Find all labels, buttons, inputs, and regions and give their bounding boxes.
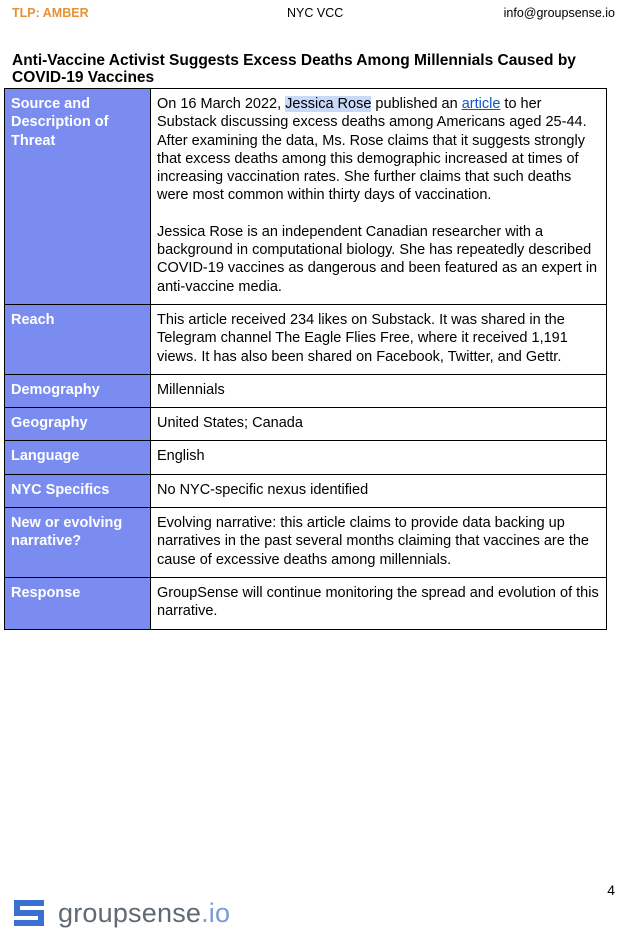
report-table	[4, 88, 607, 630]
table-row-geography	[5, 408, 607, 441]
logo-wordmark	[58, 898, 230, 929]
row-content-nyc: No NYC-specific nexus identified	[151, 474, 607, 507]
groupsense-logo	[14, 897, 230, 929]
row-label-nyc: NYC Specifics	[5, 474, 151, 507]
row-label-reach: Reach	[5, 304, 151, 374]
row-content-source	[151, 89, 607, 305]
article-link[interactable]: article	[461, 96, 501, 112]
table-row-narrative	[5, 508, 607, 578]
row-content-demography: Millennials	[151, 374, 607, 407]
groupsense-logo-icon	[14, 900, 44, 926]
logo-main-text: groupsense	[58, 897, 202, 928]
row-label-language: Language	[5, 441, 151, 474]
source-text-b: published an	[371, 96, 462, 112]
page-number: 4	[607, 882, 615, 898]
tlp-label: TLP: AMBER	[12, 6, 89, 20]
source-paragraph-1	[157, 95, 600, 205]
highlighted-name: Jessica Rose	[285, 96, 372, 112]
table-row-demography	[5, 374, 607, 407]
table-row-response	[5, 577, 607, 629]
row-content-reach: This article received 234 likes on Substack. It was shared in the Telegram channel The Eagle Flies Free, where it received 1,191 views. It has also been shared on Facebook, Twitter, and Gettr.	[151, 304, 607, 374]
source-text-a: On 16 March 2022,	[157, 96, 286, 112]
row-label-demography: Demography	[5, 374, 151, 407]
row-label-narrative: New or evolving narrative?	[5, 508, 151, 578]
row-content-language: English	[151, 441, 607, 474]
table-row-language	[5, 441, 607, 474]
paragraph-gap	[157, 205, 600, 223]
table-row-nyc	[5, 474, 607, 507]
row-label-response: Response	[5, 577, 151, 629]
row-label-geography: Geography	[5, 408, 151, 441]
header-email: info@groupsense.io	[503, 6, 615, 20]
source-text-c: to her Substack discussing excess deaths among Americans aged 25-44. After examining the data, Ms. Rose claims that it suggests strongly that excess deaths among this demographic increased at times of increasing vaccination rates. She further claims that such deaths were most common within thirty days of vaccination.	[157, 96, 587, 204]
table-row-source	[5, 89, 607, 305]
table-row-reach	[5, 304, 607, 374]
row-content-response: GroupSense will continue monitoring the spread and evolution of this narrative.	[151, 577, 607, 629]
row-content-narrative: Evolving narrative: this article claims to provide data backing up narratives in the past several months claiming that vaccines are the cause of excessive deaths among millennials.	[151, 508, 607, 578]
row-label-source: Source and Description of Threat	[5, 89, 151, 305]
logo-suffix-text: .io	[201, 897, 231, 928]
row-content-geography: United States; Canada	[151, 408, 607, 441]
header-center-label: NYC VCC	[287, 6, 344, 20]
source-paragraph-2: Jessica Rose is an independent Canadian researcher with a background in computational biology. She has repeatedly described COVID-19 vaccines as dangerous and been featured as an expert in anti-vaccine media.	[157, 223, 598, 295]
page-header	[12, 6, 615, 24]
report-title: Anti-Vaccine Activist Suggests Excess Deaths Among Millennials Caused by COVID-19 Vaccines	[12, 52, 576, 86]
